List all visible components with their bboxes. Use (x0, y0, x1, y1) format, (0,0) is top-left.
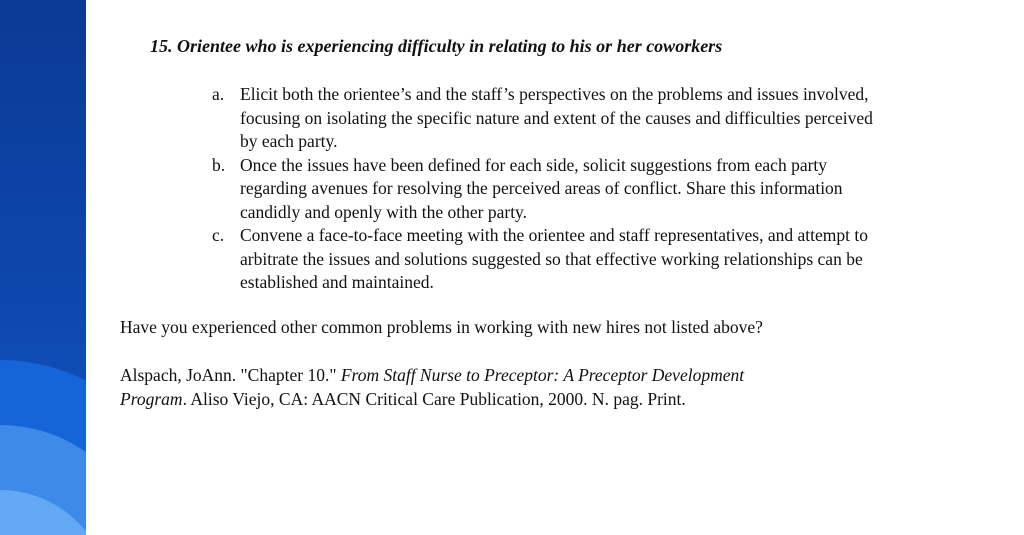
recommendation-list (198, 83, 888, 295)
citation-prefix: Alspach, JoAnn. "Chapter 10." (120, 365, 341, 385)
citation-title-line1: From Staff Nurse to Preceptor: A Preceptor Development (340, 365, 745, 385)
list-item (198, 154, 888, 225)
list-item-text: Elicit both the orientee’s and the staff’s perspectives on the problems and issues involved, focusing on isolating the specific nature and extent of the causes and difficulties perceived by each party. (240, 84, 873, 151)
list-item (198, 224, 888, 295)
slide-content (86, 0, 1024, 535)
list-item-text: Once the issues have been defined for each side, solicit suggestions from each party regarding avenues for resolving the perceived areas of conflict. Share this information candidly and openly with the other party. (240, 154, 843, 222)
list-marker: c. (212, 225, 225, 245)
list-item-text: Convene a face-to-face meeting with the orientee and staff representatives, and attempt to arbitrate the issues and solutions suggested so that effective working relationships can be established and maintained. (240, 225, 868, 292)
list-marker: a. (212, 84, 225, 104)
citation-title-line2: Program (120, 388, 183, 409)
slide-heading: 15. Orientee who is experiencing difficulty in relating to his or her coworkers (150, 36, 723, 56)
list-item (198, 83, 888, 154)
citation (120, 364, 860, 411)
decorative-sidebar (0, 0, 86, 535)
discussion-question: Have you experienced other common problems in working with new hires not listed above? (120, 317, 763, 337)
list-marker: b. (212, 154, 226, 175)
citation-suffix: . Aliso Viejo, CA: AACN Critical Care Publication, 2000. N. pag. Print. (182, 388, 686, 409)
